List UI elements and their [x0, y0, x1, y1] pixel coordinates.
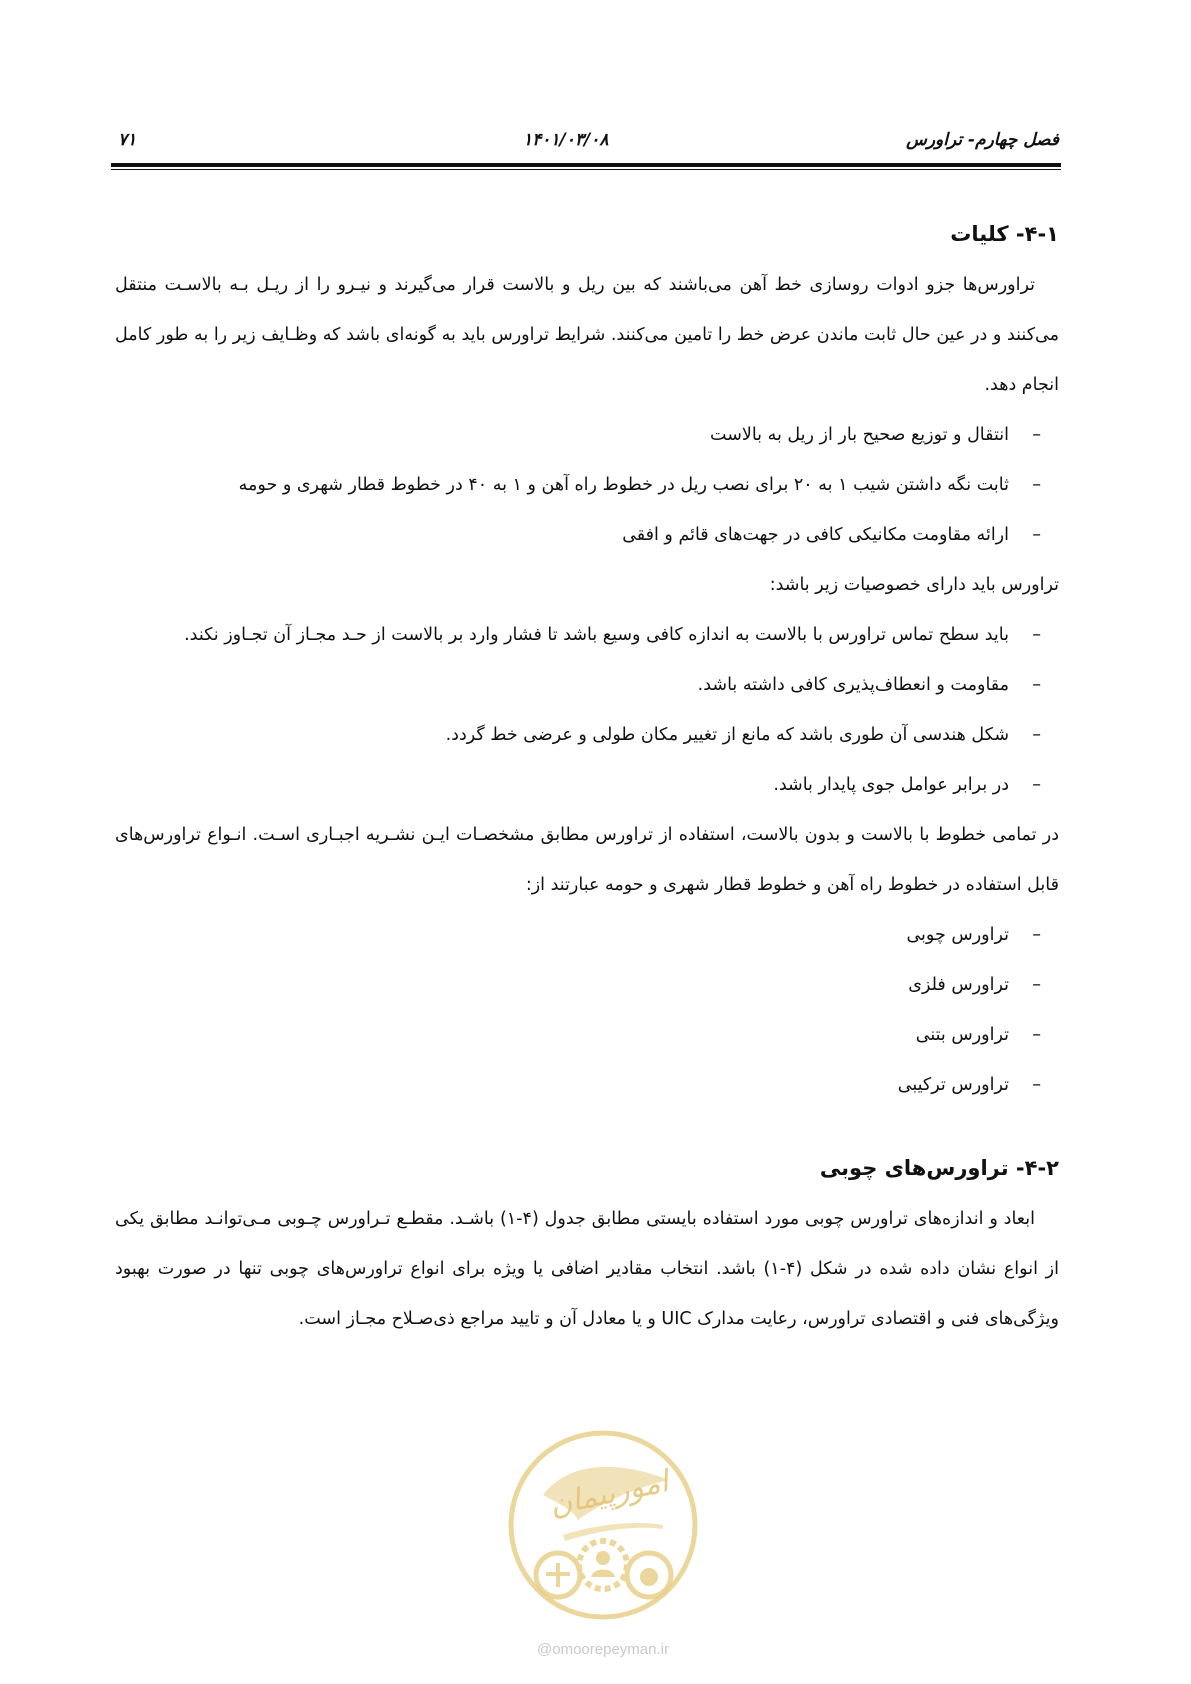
- header-rule-thin: [111, 169, 1061, 170]
- wooden-sleepers-paragraph: ابعاد و اندازه‌های تراورس چوبی مورد استفاده بایستی مطابق جدول (۴-۱) باشـد. مقطـع تـراورس چـوبی مـی‌توانـد مطابق یکی از انواع نشان داده شده در شکل (۴-۱) باشد. انتخاب مقادیر اضافی یا ویژه برای انواع تراورس‌های چوبی تنها در صورت بهبود ویژگی‌های فنی و اقتصادی تراورس، رعایت مدارک UIC و یا معادل آن و تایید مراجع ذی‌صـلاح مجـاز است.: [115, 1209, 1059, 1329]
- header-date: ۱۴۰۱/۰۳/۰۸: [523, 130, 609, 150]
- sleeper-types-list: [115, 910, 1059, 1110]
- list-item: – تراورس ترکیبی: [115, 1060, 1059, 1110]
- section-heading-general: ۴-۱- کلیات: [950, 222, 1059, 246]
- list-item: – تراورس بتنی: [115, 1010, 1059, 1060]
- intro-paragraph: تراورس‌ها جزو ادوات روسازی خط آهن می‌باشند که بین ریل و بالاست قرار می‌گیرند و نیـرو را از ریـل بـه بالاسـت منتقل می‌کنند و در عین حال ثابت ماندن عرض خط را تامین می‌کنند. شرایط تراورس باید به گونه‌ای باشد که وظـایف زیر را به طور کامل انجام دهد.: [115, 275, 1059, 395]
- watermark-seal-text: امورپیمان: [546, 1464, 672, 1524]
- chapter-title: فصل چهارم- تراورس: [906, 130, 1059, 150]
- watermark-website: @omoorepeyman.ir: [537, 1641, 669, 1658]
- list-item: – تراورس چوبی: [115, 910, 1059, 960]
- dash-bullet: –: [1032, 1025, 1041, 1045]
- dash-bullet: –: [1032, 725, 1041, 745]
- dash-bullet: –: [1032, 775, 1041, 795]
- page-number: ۷۱: [118, 130, 137, 150]
- dash-bullet: –: [1032, 625, 1041, 645]
- list-item: – ارائه مقاومت مکانیکی کافی در جهت‌های قائم و افقی: [115, 510, 1059, 560]
- dash-bullet: –: [1032, 675, 1041, 695]
- types-intro-paragraph: در تمامی خطوط با بالاست و بدون بالاست، استفاده از تراورس مطابق مشخصـات ایـن نشـریه اجبـاری اسـت. انـواع تراورس‌های قابل استفاده در خطوط راه آهن و خطوط قطار شهری و حومه عبارتند از:: [115, 825, 1059, 895]
- properties-list: [115, 610, 1059, 810]
- dash-bullet: –: [1032, 525, 1041, 545]
- dash-bullet: –: [1032, 1075, 1041, 1095]
- watermark-seal-logo: [503, 1425, 703, 1625]
- list-item: – باید سطح تماس تراورس با بالاست به اندازه کافی وسیع باشد تا فشار وارد بر بالاست از حـد مجـاز آن تجـاوز نکند.: [115, 610, 1059, 660]
- dash-bullet: –: [1032, 425, 1041, 445]
- properties-intro: تراورس باید دارای خصوصیات زیر باشد:: [769, 575, 1059, 595]
- running-header: [113, 130, 1059, 156]
- list-item: – شکل هندسی آن طوری باشد که مانع از تغییر مکان طولی و عرضی خط گردد.: [115, 710, 1059, 760]
- functions-list: [115, 410, 1059, 560]
- list-item: – مقاومت و انعطاف‌پذیری کافی داشته باشد.: [115, 660, 1059, 710]
- dash-bullet: –: [1032, 975, 1041, 995]
- list-item: – در برابر عوامل جوی پایدار باشد.: [115, 760, 1059, 810]
- list-item: – تراورس فلزی: [115, 960, 1059, 1010]
- dash-bullet: –: [1032, 925, 1041, 945]
- section-heading-wooden-sleepers: ۴-۲- تراورس‌های چوبی: [819, 1156, 1059, 1180]
- list-item: – ثابت نگه داشتن شیب ۱ به ۲۰ برای نصب ریل در خطوط راه آهن و ۱ به ۴۰ در خطوط قطار شهری و حومه: [115, 460, 1059, 510]
- dash-bullet: –: [1032, 475, 1041, 495]
- list-item: – انتقال و توزیع صحیح بار از ریل به بالاست: [115, 410, 1059, 460]
- page-content: [115, 214, 1059, 1344]
- header-rule-thick: [111, 163, 1061, 167]
